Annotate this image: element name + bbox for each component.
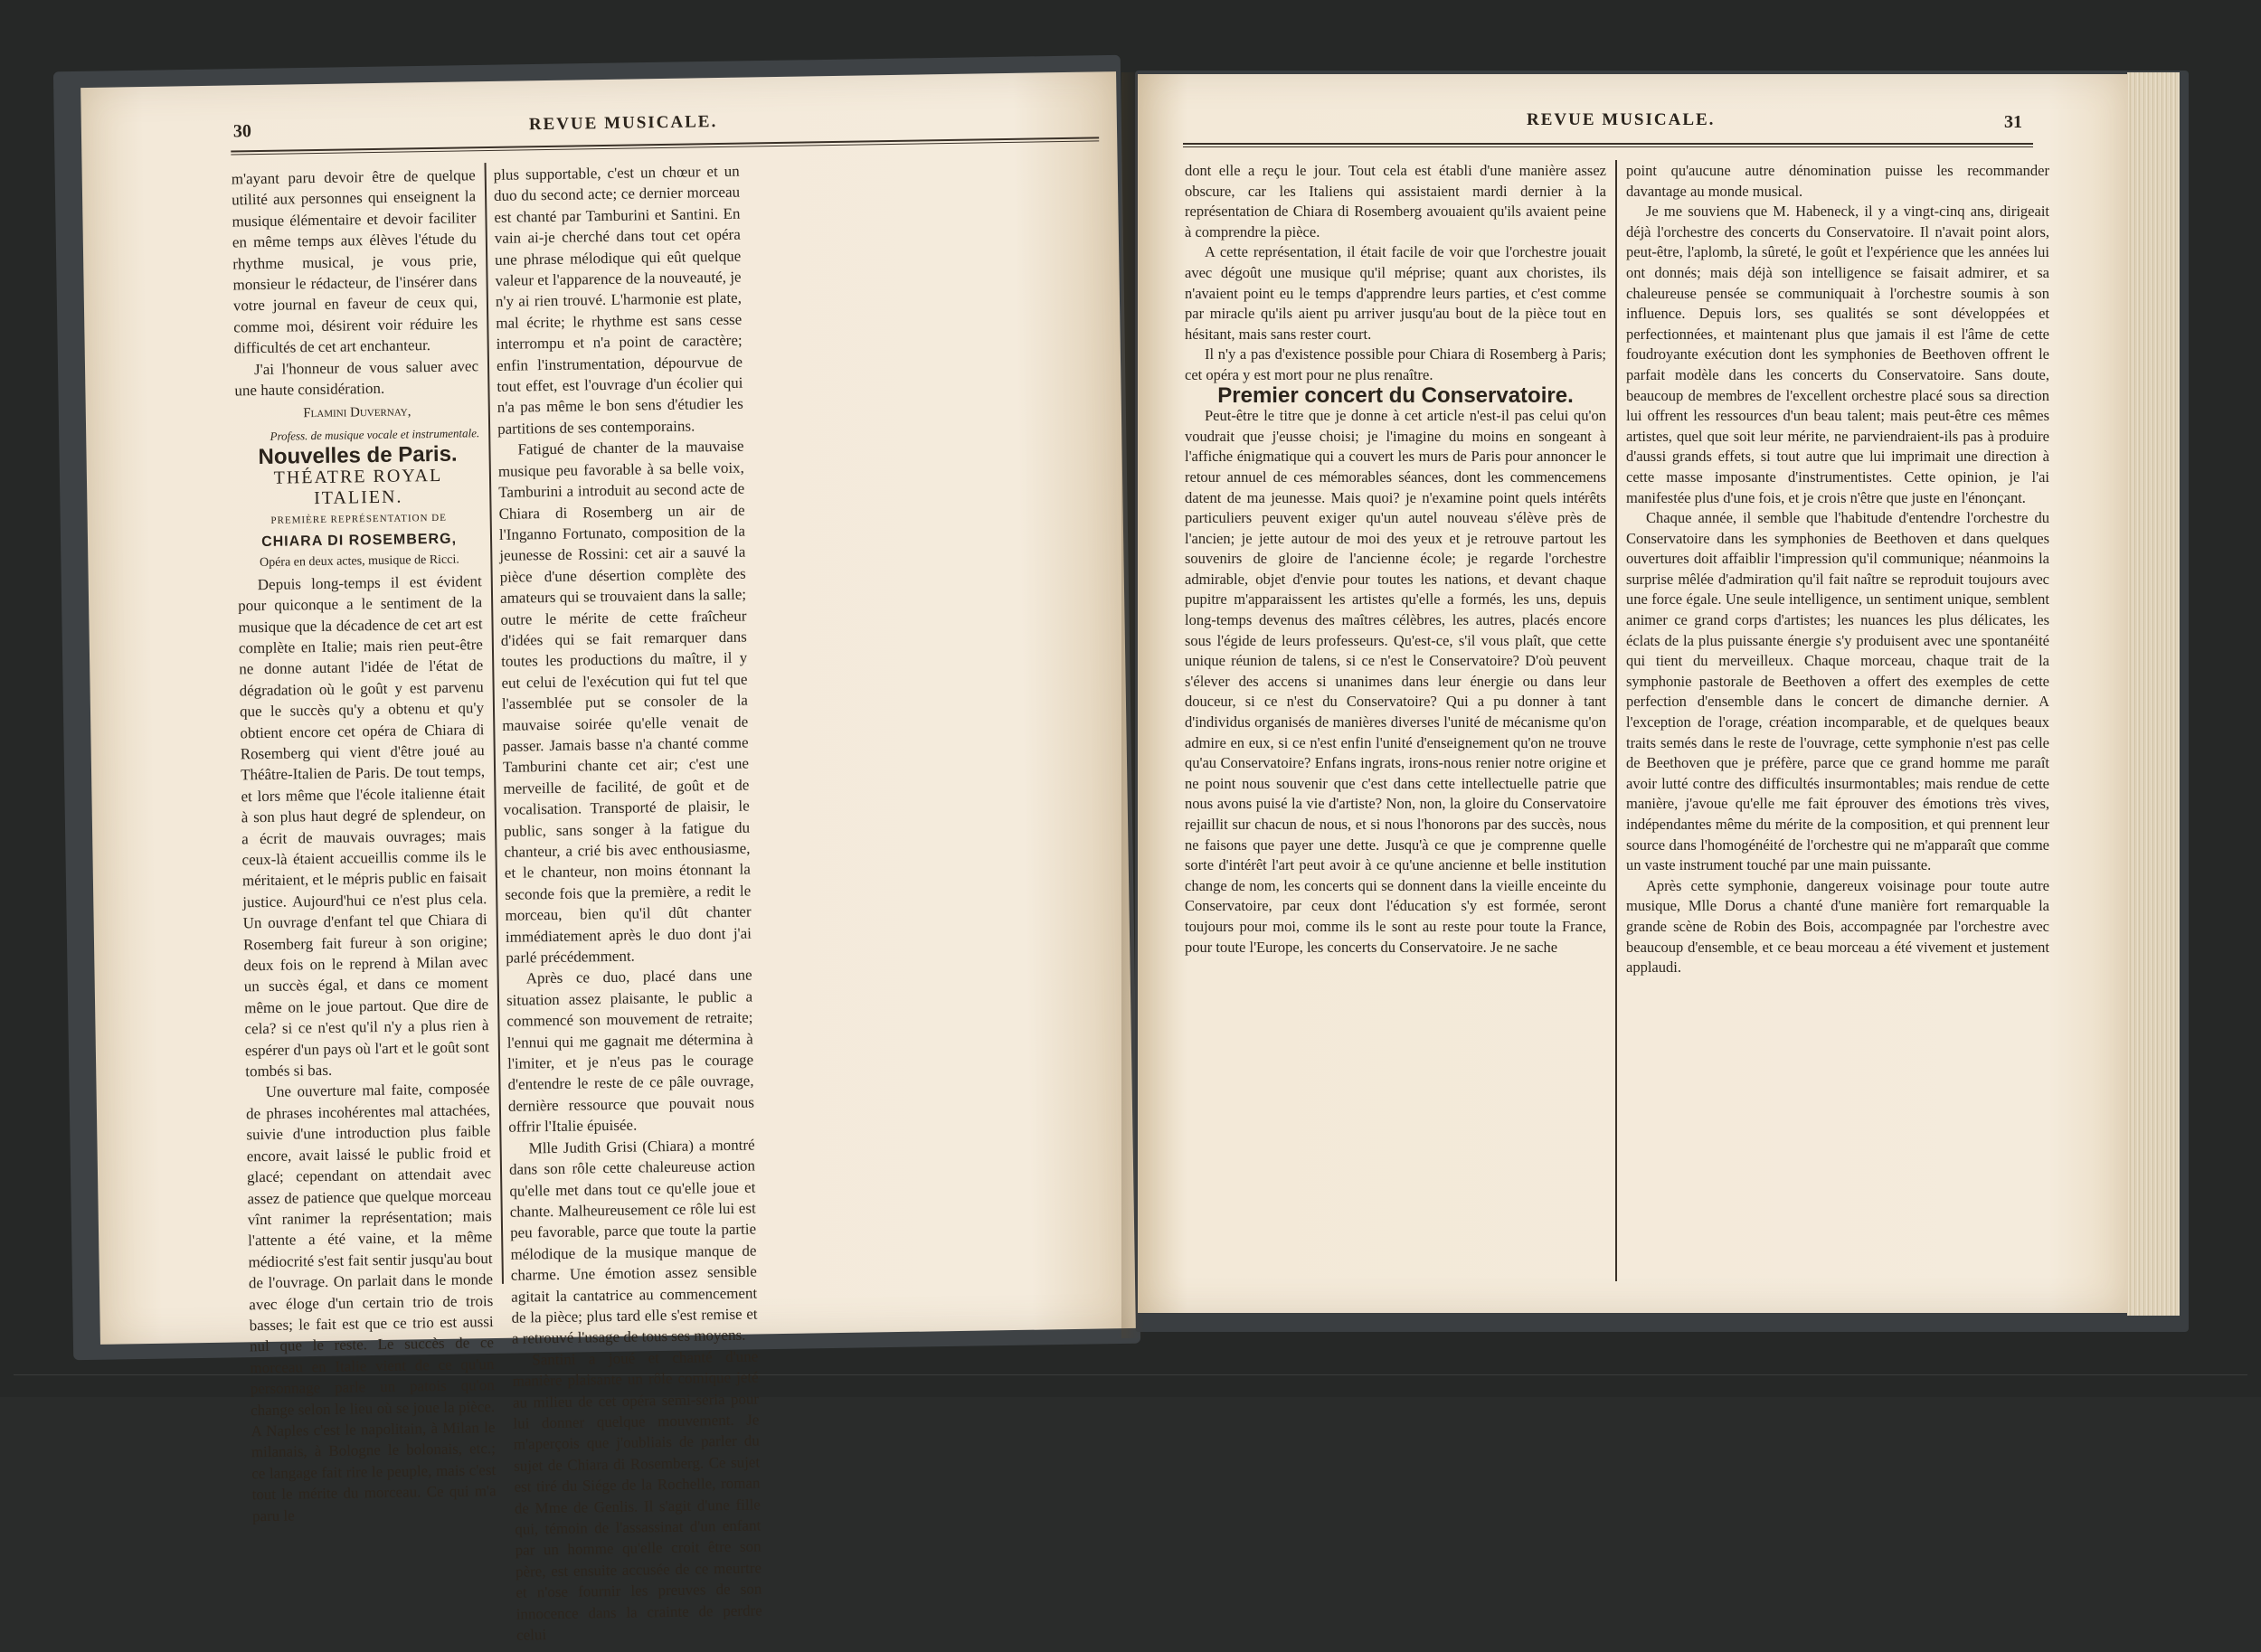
paragraph: plus supportable, c'est un chœur et un duo du second acte; ce dernier morceau est chanté par Tamburini et Santini. En vain ai-je cherché dans tout cet opéra une phrase mélodique qui eût quelque valeur et l'apparence de la nouveauté, je n'y ai rien trouvé. L'harmonie est plate, mal écrite; le rhythme est sans cesse interrompu et n'a point de caractère; enfin l'instrumentation, dépourvue de tout effet, est l'ouvrage d'un écolier qui n'a pas même le bon sens d'étudier les partitions de ses contemporains.: [493, 162, 743, 438]
signature: Flamini Duvernay,: [303, 404, 412, 421]
paragraph: Depuis long-temps il est évident pour quiconque a le sentiment de la musique que la décadence de cet art est complète en Italie; mais rien peut-être ne donne autant l'idée de l'état de dégradation où le goût y est parvenu que le succès qu'y a obtenu et qu'y obtient encore cet opéra de Chiara di Rosemberg qui vient d'être joué au Théâtre-Italien de Paris. De tout temps, et lors même que l'école italienne était à son plus haut degré de splendeur, on a écrit de mauvais ouvrages; mais ceux-là étaient accueillis comme ils le méritaient, et le mépris public en faisait justice. Aujourd'hui ce n'est plus cela. Un ouvrage d'enfant tel que Chiara di Rosemberg fait fureur à son origine; deux fois on le reprend à Milan avec un succès égal, et dans ce moment même on le joue partout. Que dire de cela? si ce n'est qu'il n'y a plus rien à espérer d'un pays où l'art et le goût sont tombés si bas.: [238, 571, 490, 1081]
paragraph: dont elle a reçu le jour. Tout cela est établi d'une manière assez obscure, car les Italiens qui assistaient mardi dernier à la représentation de Chiara di Rosemberg avouaient qu'ils avaient peine à comprendre la pièce.: [1185, 162, 1606, 241]
paragraph: Il n'y a pas d'existence possible pour Chiara di Rosemberg à Paris; cet opéra y est mort pour ne plus renaître.: [1185, 345, 1606, 383]
column-rule: [1615, 160, 1617, 1281]
section-title: Nouvelles de Paris.: [258, 441, 458, 470]
paragraph: A cette représentation, il était facile de voir que l'orchestre jouait avec dégoût une musique qu'il méprise; quant aux choristes, ils n'avaient point eu le temps d'apprendre leurs parties, et c'est comme par miracle qu'ils aient pu arriver jusqu'au bout de la pièce tout en hésitant, mais sans rester court.: [1185, 243, 1606, 343]
page-number: 30: [232, 121, 252, 142]
paragraph: J'ai l'honneur de vous saluer avec une haute considération.: [234, 356, 479, 400]
page-edges: [2127, 72, 2180, 1316]
paragraph: Chaque année, il semble que l'habitude d'entendre l'orchestre du Conservatoire dans les symphonies de Beethoven et dans quelques ouvertures doit affaiblir l'impression qu'il communique; néanmoins la surprise mêlée d'admiration qu'il fait naître se reproduit toujours avec une force égale. Une seule intelligence, un sentiment unique, semblent animer ce grand corps d'artistes; les nuances les plus délicates, les éclats de la plus puissante énergie s'y produisent avec une spontanéité qui tient du merveilleux. Chaque morceau, chaque trait de la symphonie pastorale de Beethoven a offert des exemples de cette perfection d'ensemble dans le concert de dimanche dernier. A l'exception de l'orage, création incomparable, et de quelques beaux traits semés dans le reste de l'ouvrage, cette symphonie n'est pas celle de Beethoven que je préfère, parce que ce grand homme me paraît avoir lutté contre des difficultés insurmontables; mais rendue de cette manière, j'avoue qu'elle me fait éprouver des émotions très vives, indépendantes même du mérite de la composition, et qui prennent leur source dans l'homogénéité de l'orchestre qui ne m'apparaît que comme un vaste instrument touché par une main puissante.: [1626, 509, 2049, 874]
paragraph: Une ouverture mal faite, composée de phrases incohérentes mal attachées, suivie d'une introduction plus faible encore, avait laissé le public froid et glacé; cependant on attendait avec assez de patience que quelque morceau vînt ranimer la représentation; mais l'attente a été vaine, et la même médiocrité s'est fait sentir jusqu'au bout de l'ouvrage. On parlait dans le monde avec éloge d'un certain trio de trois basses; le fait est que ce trio est aussi nul que le reste. Le succès de ce morceau en Italie vient de ce qu'un personnage parle un patois qu'on change selon le lieu où se joue la pièce. A Naples c'est le napolitain, à Milan le milanais, à Bologne le bolonais, etc.; ce langage fait rire le peuple, mais c'est tout le mérite du morceau. Ce qui m'a paru le: [245, 1080, 497, 1525]
theatre-heading: THÉATRE ROYAL ITALIEN.: [273, 465, 443, 509]
header-rule: [231, 137, 1099, 152]
paragraph: Je me souviens que M. Habeneck, il y a vingt-cinq ans, dirigeait déjà l'orchestre des concerts du Conservatoire. Il n'avait point alors, peut-être, l'aplomb, la sûreté, le goût et l'expérience que les années lui ont donnés; mais déjà son intelligence se faisait admirer, et sa chaleureuse pensée se communiquait à l'orchestre soumis à son influence. Depuis lors, ses qualités se sont développées et perfectionnées, et maintenant plus que jamais il est l'âme de cette foudroyante exécution dont les symphonies de Beethoven offrent le parfait modèle dans les concerts du Conservatoire. Sans doute, beaucoup de membres de l'excellent orchestre placé sous sa direction lui offrent les ressources d'un beau talent; mais peut-être ces mêmes artistes, quel que soit leur mérite, ne parviendraient-ils pas à produire d'aussi grands effets, si tout autre que lui imprimait une direction à cette masse imposante d'instrumentistes. Cette opinion, je l'ai manifestée plus d'une fois, et je crois n'être que juste en l'énonçant.: [1626, 203, 2049, 506]
paragraph: Fatigué de chanter de la mauvaise musique peu favorable à sa belle voix, Tamburini a introduit au second acte de Chiara di Rosemberg un air de l'Inganno Fortunato, composition de la jeunesse de Rossini: cet air a sauvé la pièce d'une désertion complète des amateurs qui se trouvaient dans la salle; outre le mérite de cette fraîcheur d'idées qui se fait remarquer dans toutes les productions du maître, il y eut celui de l'exécution qui fut tel que l'assemblée put se consoler de la mauvaise soirée qu'elle venait de passer. Jamais basse n'a chanté comme Tamburini chante cet air; c'est une merveille de facilité, de goût et de vocalisation. Transporté de plaisir, le public, sans songer à la fatigue du chanteur, a crié bis avec enthousiasme, et le chanteur, non moins étonnant la seconde fois que la première, a redit le morceau, bien qu'il dût chanter immédiatement après le duo dont j'ai parlé précédemment.: [497, 437, 752, 967]
premiere-label: PREMIÈRE REPRÉSENTATION DE: [270, 512, 447, 526]
running-header: REVUE MUSICALE.: [528, 112, 718, 135]
page-number: 31: [2004, 112, 2022, 132]
paragraph: Mlle Judith Grisi (Chiara) a montré dans son rôle cette chaleureuse action qu'elle met dans tout ce qu'elle joue et chante. Malheureusement ce rôle lui est peu favorable, parce que toute la partie mélodique de la musique manque de charme. Une émotion assez sensible agitait la cantatrice au commencement de la pièce; plus tard elle s'est remise et a retrouvé l'usage de tous ses moyens.: [508, 1136, 758, 1348]
paragraph: Peut-être le titre que je donne à cet article n'est-il pas celui qu'on voudrait que j'eusse choisi; je l'imagine du moins en songeant à l'affiche énigmatique qui a couvert les murs de Paris pour annoncer le retour annuel de ces mémorables séances, dont les commencemens datent de ma jeunesse. Mais quoi? je n'examine point quels intérêts particuliers peuvent exiger qu'un autel nouveau s'élève près de l'ancien; je jette autour de moi des yeux et je retrouve partout les souvenirs de gloire de l'ancienne école; je regarde l'orchestre admirable, objet d'envie pour toutes les nations, et devant chaque pupitre m'apparaissent les artistes qu'elle a formés, les uns, depuis long-temps devenus des maîtres célèbres, les autres, placés encore sous l'égide de leurs professeurs. Qu'est-ce, s'il vous plaît, que cette unique réunion de talens, si ce n'est le Conservatoire? D'où peuvent s'élever des accens si unanimes dans leur énergie ou dans leur douceur, si ce n'est du Conservatoire? Qui a pu donner à tant d'individus organisés de manières diverses l'unité de mécanisme qu'on admire en eux, si ce n'est enfin l'unité d'enseignement qu'on ne trouve qu'au Conservatoire? Enfans ingrats, irons-nous renier notre origine et ne point nous souvenir que c'est dans cette intellectuelle patrie que nous avons puisé la vie d'artiste? Non, non, la gloire du Conservatoire rejaillit sur chacun de nous, et si nous l'honorons par des succès, nous ne faisons que payer une dette. Jusqu'à ce que je comprenne quelle sorte d'intérêt l'art peut avoir à ce qu'une ancienne et belle institution change de nom, les concerts qui se donnent dans la vieille enceinte du Conservatoire, par ceux dont l'éducation s'y est formée, seront toujours pour moi, comme ils le sont au reste pour toute la France, pour toute l'Europe, les concerts du Conservatoire. Je ne sache: [1185, 407, 1606, 956]
header-rule-thin: [1183, 146, 2033, 147]
right-page-column-2: [1626, 161, 2049, 978]
paragraph: Après cette symphonie, dangereux voisinage pour toute autre musique, Mlle Dorus a chanté d'une manière fort remarquable la grande scène de Robin des Bois, accompagnée par l'orchestre avec beaucoup d'ensemble, et ce beau morceau a été vivement et justement applaudi.: [1626, 876, 2049, 977]
paragraph: point qu'aucune autre dénomination puisse les recommander davantage au monde musical.: [1626, 162, 2049, 200]
running-header: REVUE MUSICALE.: [1527, 110, 1716, 129]
left-page: [80, 71, 1136, 1644]
section-title: Premier concert du Conservatoire.: [1217, 382, 1574, 408]
left-page-column-1: [232, 165, 497, 1526]
signature-title: Profess. de musique vocale et instrumentale.: [270, 426, 480, 443]
right-page-column-1: [1185, 161, 1606, 958]
opera-title: CHIARA DI ROSEMBERG,: [260, 531, 458, 550]
header-rule: [1183, 143, 2033, 145]
right-page: [1138, 74, 2128, 1313]
left-page-column-2: [494, 161, 763, 1647]
paragraph: Santini a joué et chanté d'une manière plaisante un rôle comique jeté au milieu de cet opéra semi-seria pour lui donner quelque mouvement. Je m'aperçois que j'oubliais de parler du sujet de Chiara di Rosemberg. Ce sujet est tiré du Siége de la Rochelle, roman de Mme de Genlis. Il s'agit d'une fille qui, témoin de l'assassinat d'un enfant par un homme qu'elle croit être son père, est ensuite accusée de ce meurtre et n'ose fournir les preuves de son innocence dans la crainte de perdre celui: [512, 1347, 762, 1644]
paragraph: Après ce duo, placé dans une situation assez plaisante, le public a commencé son mouvement de retraite; l'ennui qui me gagnait me détermina à l'imiter, et je n'eus pas le courage d'entendre le reste de ce pâle ouvrage, dernière ressource que pouvait nous offrir l'Italie épuisée.: [506, 966, 755, 1137]
paragraph: m'ayant paru devoir être de quelque utilité aux personnes qui enseignent la musique élémentaire et devoir faciliter en même temps aux élèves l'étude du rhythme musical, je vous prie, monsieur le rédacteur, de l'insérer dans votre journal en faveur de ceux qui, comme moi, désirent voir réduire les difficultés de cet art enchanteur.: [231, 166, 478, 357]
opera-subtitle: Opéra en deux actes, musique de Ricci.: [259, 552, 459, 571]
